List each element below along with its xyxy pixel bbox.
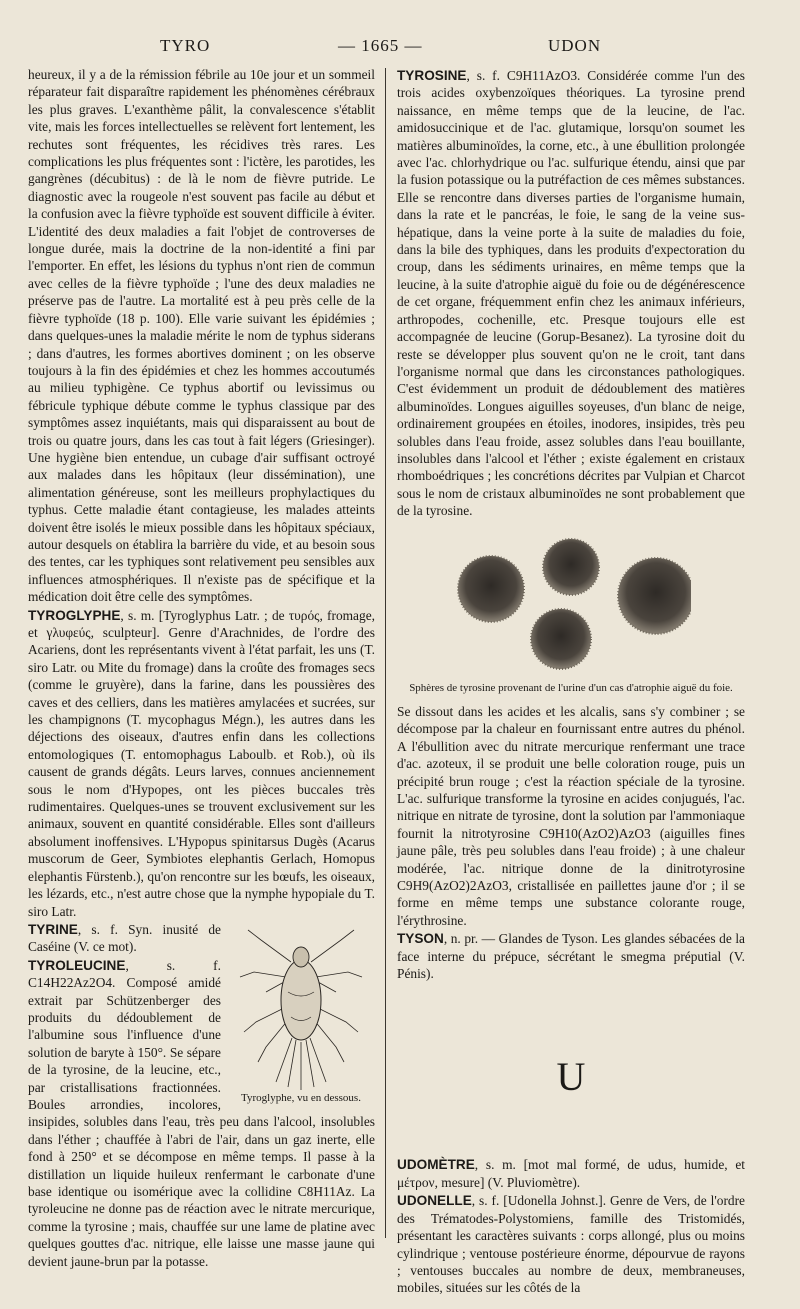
left-column <box>28 66 375 1270</box>
entry-tyroglyphe <box>28 607 375 920</box>
tyrosine-continuation: Se dissout dans les acides et les alcalis, sans s'y combiner ; se décompose par la chaleur en fournissant entre autres du phénol. A l'ébullition avec du nitrate mercurique renfermant une trace d'ac. azoteux, il se produit une belle coloration rouge, puis un précipité brun rouge ; c'est la réaction spéciale de la tyrosine. L'ac. sulfurique transforme la tyrosine en acides conjugués, l'ac. nitrique en nitrate de tyrosine, dont la solution par l'ammoniaque fournit la nitrotyrosine C9H10(AzO2)AzO3 (aiguilles fines jaune pâle, très peu solubles dans l'eau froide) ; à une chaleur modérée, l'ac. nitrique donne de la dinitrotyrosine C9H9(AzO2)2AzO3, cristallisée en paillettes jaune d'or ; il se forme en même temps une substance colorante rouge, l'érythrosine. <box>397 703 745 928</box>
right-column <box>397 66 745 1297</box>
mite-illustration <box>236 922 366 1092</box>
typhus-continuation-text: heureux, il y a de la rémission fébrile au 10e jour et un sommeil réparateur fait disparaître rapidement les phénomènes cérébraux les plus graves. L'exanthème pâlit, la convalescence s'établit vite, mais les forces intellectuelles se relèvent fort lentement, les rechutes sont fréquentes, les récidives très rares. Les complications les plus fréquentes sont : l'ictère, les parotides, les gangrènes (décubitus) : de là le nom de fièvre putride. Le diagnostic avec la rougeole n'est souvent pas facile au début et la confusion avec la fièvre typhoïde est souvent difficile à éviter. L'identité des deux maladies a fait l'objet de controverses de longue durée, mais la doctrine de la non-identité a fini par l'emporter. En effet, les lésions du typhus n'ont rien de commun avec celles de la fièvre typhoïde ; l'une des deux maladies ne préserve pas de l'autre. La mortalité est à peu près celle de la fièvre typhoïde (18 p. 100). Elle varie suivant les épidémies ; dans quelques-unes la maladie mérite le nom de typhus siderans ; dans d'autres, les formes abortives dominent ; on les observe toujours à la fin des épidémies et chez les hommes accoutumés au milieu typhigène. Ce typhus abortif ou levissimus ou fébricule typhique débute comme le typhus classique par des symptômes assez inquiétants, mais qui disparaissent au bout de trois ou quatre jours, dans les cas tout à fait légers (Griesinger). Une hygiène bien entendue, un cubage d'air suffisant octroyé aux malades dans les hôpitaux (leur dissémination), une alimentation généreuse, sont les meilleurs prophylactiques du typhus. Cette maladie étant contagieuse, les malades atteints doivent être isolés le mieux possible dans les hôpitaux spéciaux, autour desquels on établira la barrière du vide, et au besoin sous des tentes, car les typhiques sont relativement peu sensibles aux influences atmosphériques. Il n'existe pas de spécifique et la médication doit être celle des symptômes. <box>28 67 375 605</box>
entry-headword: TYSON <box>397 931 444 947</box>
figure-caption: Tyroglyphe, vu en dessous. <box>241 1091 361 1104</box>
entry-tyson <box>397 930 745 982</box>
entry-headword: UDOMÈTRE <box>397 1157 475 1173</box>
entry-body: , s. f. Syn. inusité de Caséine (V. ce mot). <box>28 921 221 955</box>
entry-body: , n. pr. — Glandes de Tyson. Les glandes sébacées de la face interne du prépuce, sécrétant le smegma préputial (V. Pénis). <box>397 931 745 982</box>
entry-headword: TYRINE <box>28 921 78 937</box>
column-divider <box>385 68 386 1238</box>
figure-tyrosine-spheres <box>397 534 745 695</box>
entry-headword: UDONELLE <box>397 1193 472 1209</box>
entry-udometre <box>397 1156 745 1191</box>
running-header <box>0 32 800 60</box>
figure-tyroglyphe <box>227 922 375 1105</box>
tyrosine-spheres-illustration <box>451 534 691 674</box>
entry-body: , s. m. [mot mal formé, de udus, humide, et μέτρον, mesure] (V. Pluviomètre). <box>397 1157 745 1190</box>
entry-udonelle <box>397 1192 745 1296</box>
header-left-guideword: TYRO <box>160 36 211 55</box>
header-right-guideword: UDON <box>548 36 602 55</box>
entry-body-part1: , s. m. [Tyroglyphus Latr. ; de τυρός, fromage, et γλυφεύς, sculpteur]. Genre d'Arachnides, de l'ordre des Acariens, dont les représentants vivent à l'état parfait, les uns (T. siro Latr. ou Mite du fromage) dans la croûte des fromages secs (comme le gruyère), dans la farine, dans les poussières des caves et des celliers, dans les matières amylacées et sucrées, sur les champignons (T. mycophagus Mégn.), les autres dans les déjections des oiseaux, d'autres enfin dans les collections entomologiques (T. entomophagus Laboulb. et Rob.), où ils causent de grands dégâts. Leurs larves, connues anciennement sous le nom d'Hypopes, ont les pièces buccales très rudimentaires. Quelques-unes se trouvent exclusivement sur les animaux, souvent en quantité considérable. Elles sont d'ailleurs absolument inoffensives. L'Hypopus spinitarsus Dugès (Acarus muscorum de Geer, Symbiotes elephantis Gerlach, Homopus elephantis Fürstenb.), qu'on rencontre sur les bœufs, les oiseaux, les lézards, etc., n'est autre chose que la nymphe hypopiale du T. siro Latr. <box>28 607 375 919</box>
entry-headword: TYROGLYPHE <box>28 607 121 623</box>
entry-headword: TYROLEUCINE <box>28 957 126 973</box>
entry-headword: TYROSINE <box>397 68 467 83</box>
section-letter: U <box>556 1054 586 1100</box>
entry-tyrosine <box>397 67 745 520</box>
entry-body: , s. f. C14H22Az2O4. Composé amidé extrait par Schützenberger des produits du dédoublement de l'albumine sous l'influence d'une solution de baryte à 150°. Se sépare de la tyrosine, de la leucine, etc., par cristallisations fractionnées. Boules arrondies, incolores, insipides, solubles dans l'eau, très peu dans l'alcool, insolubles dans l'éther ; chauffée à l'abri de l'air, dans un gaz inerte, elle fond à 250° et se décompose en même temps. Il passe à la distillation un liquide huileux renfermant le carbonate d'une base identique ou isomérique avec la collidine C8H11Az. La tyroleucine ne donne pas de réaction avec le nitrate mercurique, comme la tyrosine ; mais, chauffée sur une lame de platine avec quelques gouttes d'ac. nitrique, elle laisse une masse jaune qui devient jaune-brun par la potasse. <box>28 957 375 1269</box>
page-number: — 1665 — <box>338 36 423 55</box>
entry-body: , s. f. [Udonella Johnst.]. Genre de Vers, de l'ordre des Trématodes-Polystomiens, famille des Tristomidés, présentant les caractères suivants : corps allongé, plus ou moins cylindrique ; ventouse postérieure énorme, dépourvue de rayons ; ventouses buccales au nombre de deux, membraneuses, mobiles, situées sur les côtés de la <box>397 1193 745 1296</box>
figure-caption: Sphères de tyrosine provenant de l'urine d'un cas d'atrophie aiguë du foie. <box>409 681 733 694</box>
entry-body: , s. f. C9H11AzO3. Considérée comme l'un des trois acides oxybenzoïques théoriques. La tyrosine prend naissance, en même temps que de la leucine, de l'ac. amidosuccinique et de l'ac. glutamique, lorsqu'on soumet les matières albuminoïdes, la corne, etc., à une ébullition prolongée avec l'ac. chlorhydrique ou l'ac. sulfurique étendu, ainsi que par la fusion potassique ou la putréfaction de ces mêmes substances. Elle se rencontre dans diverses parties de l'organisme humain, dans la rate et le pancréas, le foie, le sang de la veine sus-hépatique, dans la veine porte à la suite de maladies du foie, dans la bile des typhiques, dans les produits d'expectoration du croup, dans les sédiments urinaires, en même temps que la leucine, à la suite d'atrophie aiguë du foie ou de dégénérescence de cet organe, fréquemment enfin chez les animaux inférieurs, arthropodes, cochenille, etc. Presque toujours elle est accompagnée de leucine (Gorup-Besanez). La tyrosine doit du reste se développer plus souvent qu'on ne le croit, tant dans l'organisme normal que dans les circonstances pathologiques. C'est évidemment un produit de dédoublement des matières albuminoïdes. Longues aiguilles soyeuses, d'un blanc de neige, ordinairement groupées en étoiles, inodores, insipides, très peu solubles dans l'eau froide, assez solubles dans l'eau bouillante, insolubles dans l'alcool et l'éther ; existe également en cristaux rhomboédriques ; les concrétions décrites par Vulpian et Charcot sous le nom de cristaux albuminoïdes ne sont probablement que de la tyrosine. <box>397 68 745 519</box>
